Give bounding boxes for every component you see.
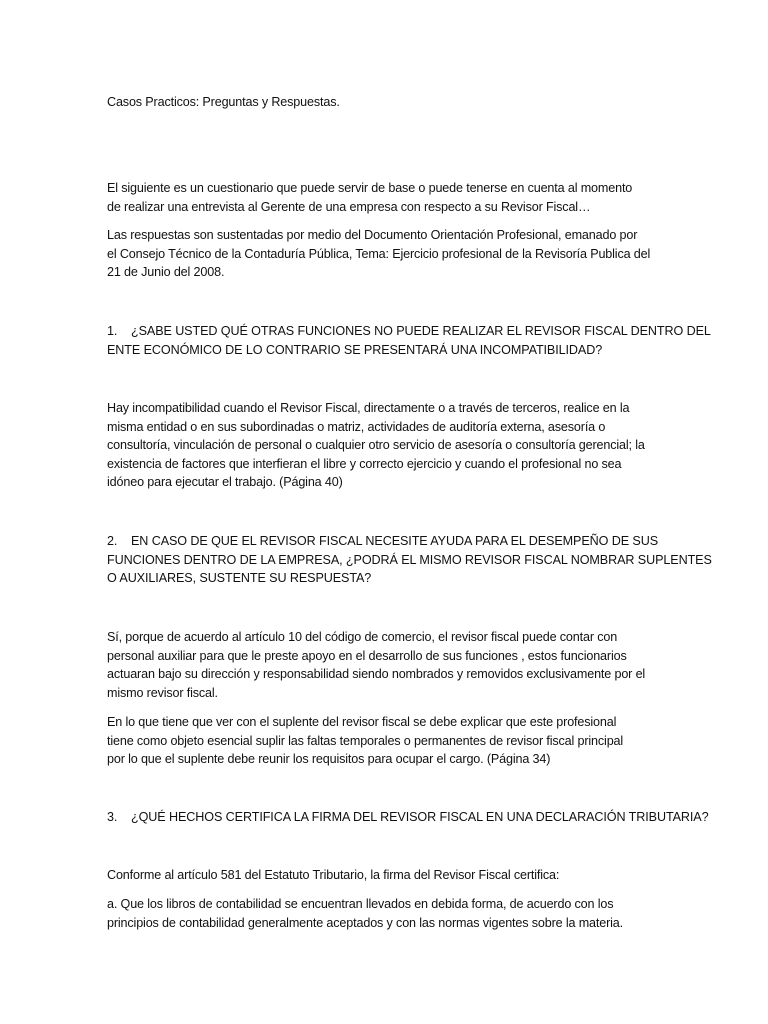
text-line: el Consejo Técnico de la Contaduría Pública, Tema: Ejercicio profesional de la Revisoría Publica del — [107, 246, 651, 261]
text-line: a. Que los libros de contabilidad se encuentran llevados en debida forma, de acuerdo con los — [107, 897, 614, 911]
question-text: ¿QUÉ HECHOS CERTIFICA LA FIRMA DEL REVISOR FISCAL EN UNA DECLARACIÓN TRIBUTARIA? — [131, 810, 709, 824]
text-line: consultoría, vinculación de personal o cualquier otro servicio de asesoría o consultoría gerencial; la — [107, 438, 645, 453]
question-line — [107, 532, 667, 551]
text-line: Sí, porque de acuerdo al artículo 10 del código de comercio, el revisor fiscal puede contar con — [107, 630, 618, 644]
question-line — [107, 322, 711, 341]
text-line: misma entidad o en sus subordinadas o matriz, actividades de auditoría externa, asesoría o — [107, 419, 606, 434]
intro-paragraph-1 — [107, 179, 667, 216]
text-line: Conforme al artículo 581 del Estatuto Tributario, la firma del Revisor Fiscal certifica: — [107, 868, 560, 882]
text-line: Las respuestas son sustentadas por medio del Documento Orientación Profesional, emanado por — [107, 228, 638, 242]
question-number: 1. — [107, 324, 118, 338]
text-line: de realizar una entrevista al Gerente de una empresa con respecto a su Revisor Fiscal… — [107, 199, 591, 214]
answer-2-paragraph-2 — [107, 713, 667, 769]
question-text: EN CASO DE QUE EL REVISOR FISCAL NECESITE AYUDA PARA EL DESEMPEÑO DE SUS — [131, 534, 659, 548]
question-line: ENTE ECONÓMICO DE LO CONTRARIO SE PRESENTARÁ UNA INCOMPATIBILIDAD? — [107, 342, 603, 357]
text-line: por lo que el suplente debe reunir los requisitos para ocupar el cargo. (Página 34) — [107, 752, 551, 767]
document-title — [107, 93, 667, 112]
question-text: ¿SABE USTED QUÉ OTRAS FUNCIONES NO PUEDE REALIZAR EL REVISOR FISCAL DENTRO DEL — [131, 324, 711, 338]
question-line — [107, 808, 709, 827]
answer-3-paragraph-2 — [107, 895, 667, 932]
text-line: 21 de Junio del 2008. — [107, 265, 225, 280]
question-number: 3. — [107, 810, 118, 824]
text-line: principios de contabilidad generalmente aceptados y con las normas vigentes sobre la materia. — [107, 915, 623, 930]
text-line: Hay incompatibilidad cuando el Revisor Fiscal, directamente o a través de terceros, realice en la — [107, 401, 630, 415]
answer-1-paragraph-1 — [107, 399, 667, 492]
question-number: 2. — [107, 534, 118, 548]
text-line: actuaran bajo su dirección y responsabilidad siendo nombrados y removidos exclusivamente por el — [107, 667, 646, 682]
text-line: mismo revisor fiscal. — [107, 685, 218, 700]
text-line: El siguiente es un cuestionario que puede servir de base o puede tenerse en cuenta al momento — [107, 181, 633, 195]
text-line: existencia de factores que interfieran el libre y correcto ejercicio y cuando el profesional no sea — [107, 456, 622, 471]
text-line: En lo que tiene que ver con el suplente del revisor fiscal se debe explicar que este profesional — [107, 715, 617, 729]
title-line: Casos Practicos: Preguntas y Respuestas. — [107, 95, 340, 109]
question-2 — [107, 532, 712, 588]
question-1 — [107, 322, 711, 359]
text-line: personal auxiliar para que le preste apoyo en el desarrollo de sus funciones , estos funcionarios — [107, 648, 627, 663]
answer-2-paragraph-1 — [107, 628, 667, 702]
answer-3-paragraph-1 — [107, 866, 667, 885]
text-line: tiene como objeto esencial suplir las faltas temporales o permanentes de revisor fiscal principal — [107, 733, 624, 748]
text-line: idóneo para ejecutar el trabajo. (Página 40) — [107, 475, 343, 490]
intro-paragraph-2 — [107, 226, 667, 282]
question-3 — [107, 808, 709, 827]
question-line: O AUXILIARES, SUSTENTE SU RESPUESTA? — [107, 571, 372, 586]
question-line: FUNCIONES DENTRO DE LA EMPRESA, ¿PODRÁ EL MISMO REVISOR FISCAL NOMBRAR SUPLENTES — [107, 552, 712, 567]
